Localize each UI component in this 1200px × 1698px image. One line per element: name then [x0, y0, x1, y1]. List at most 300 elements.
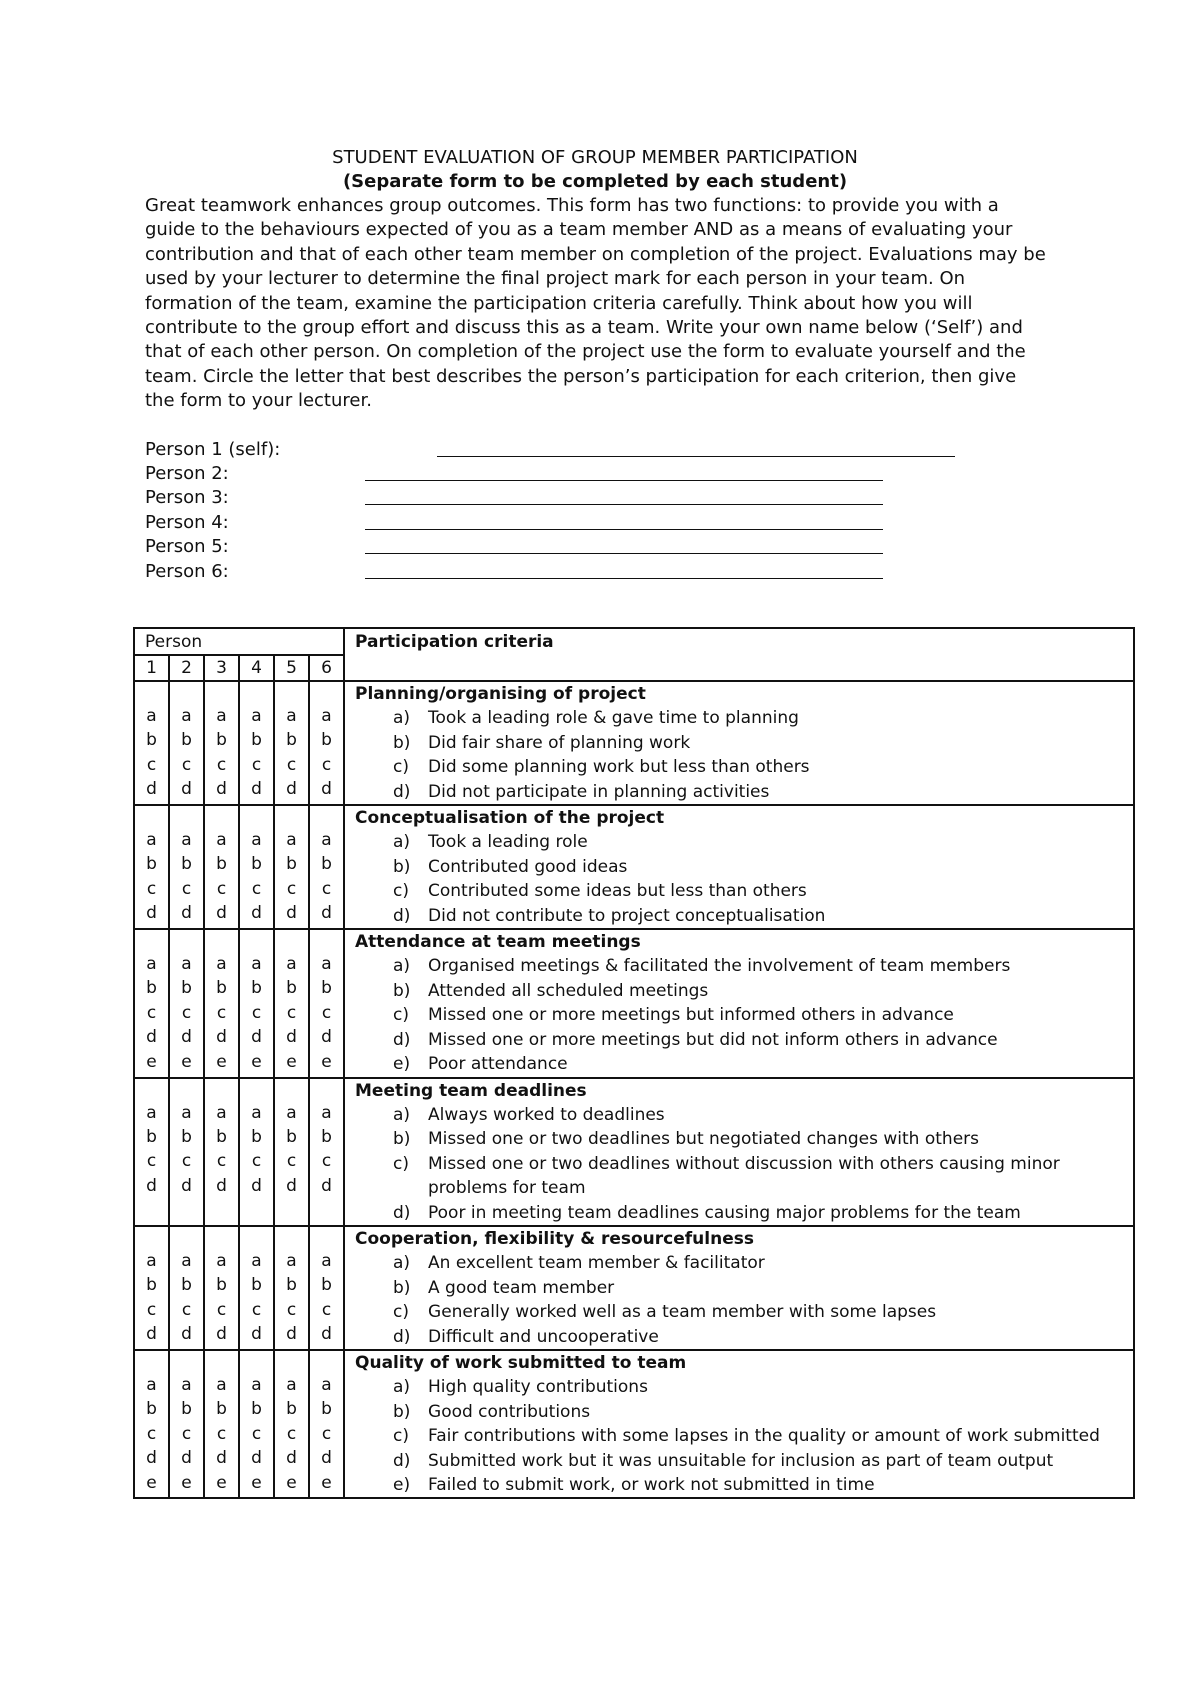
rating-letters-cell: [134, 1078, 169, 1226]
rating-letter[interactable]: c: [181, 1299, 192, 1320]
rating-letter[interactable]: d: [216, 903, 227, 924]
rating-letter[interactable]: b: [286, 1399, 297, 1420]
rating-letter[interactable]: e: [321, 1472, 332, 1493]
option-letter: c): [393, 1302, 409, 1323]
option-letter: c): [393, 1426, 409, 1447]
person-number: 2: [169, 655, 204, 681]
rating-letter[interactable]: d: [251, 779, 262, 800]
rating-letter[interactable]: d: [321, 779, 332, 800]
rating-letter[interactable]: c: [286, 1151, 297, 1172]
rating-letter[interactable]: b: [321, 730, 332, 751]
rating-letter[interactable]: d: [216, 779, 227, 800]
rating-letter[interactable]: b: [216, 1399, 227, 1420]
rating-letter[interactable]: a: [181, 830, 192, 851]
rating-letter[interactable]: b: [321, 854, 332, 875]
option-text: High quality contributions: [428, 1377, 648, 1398]
rating-letters-cell: [169, 805, 204, 929]
rating-letter[interactable]: c: [216, 1151, 227, 1172]
option-text: An excellent team member & facilitator: [428, 1253, 765, 1274]
rating-letter[interactable]: c: [251, 1002, 262, 1023]
criterion-title: Conceptualisation of the project: [355, 808, 665, 829]
criterion-option: [355, 1103, 1123, 1127]
rating-letter[interactable]: a: [251, 1250, 262, 1271]
person-label: Person 3:: [145, 487, 229, 509]
rating-letter[interactable]: a: [286, 1102, 297, 1123]
option-text: Missed one or two deadlines without discussion with others causing minor problems for team: [428, 1153, 1060, 1199]
option-text: Submitted work but it was unsuitable for inclusion as part of team output: [428, 1450, 1054, 1471]
rating-letter[interactable]: d: [286, 1175, 297, 1196]
rating-letters-cell: [274, 1078, 309, 1226]
rating-letter[interactable]: a: [286, 1374, 297, 1395]
evaluation-table: [133, 627, 1135, 1499]
option-letter: a): [393, 832, 411, 853]
rating-letter[interactable]: b: [216, 730, 227, 751]
rating-letters-cell: [134, 681, 169, 805]
rating-letters-cell: [169, 681, 204, 805]
rating-letter[interactable]: a: [216, 954, 227, 975]
rating-letter[interactable]: c: [286, 878, 297, 899]
rating-letter[interactable]: d: [251, 1448, 262, 1469]
rating-letters-cell: [169, 1078, 204, 1226]
criterion-row: [134, 1226, 1134, 1350]
option-text: Good contributions: [428, 1401, 591, 1422]
rating-letters-cell: [134, 805, 169, 929]
person-row: [145, 462, 1045, 486]
rating-letter[interactable]: a: [321, 1102, 332, 1123]
criterion-option: [355, 1424, 1123, 1448]
rating-letter[interactable]: a: [251, 1374, 262, 1395]
rating-letter[interactable]: a: [181, 1374, 192, 1395]
rating-letter[interactable]: b: [181, 730, 192, 751]
rating-letter[interactable]: b: [146, 854, 157, 875]
rating-letter[interactable]: a: [251, 706, 262, 726]
rating-letters-cell: [204, 1078, 239, 1226]
rating-letter[interactable]: c: [251, 1423, 262, 1444]
rating-letter[interactable]: a: [216, 1374, 227, 1395]
name-blank-line[interactable]: [365, 529, 883, 530]
rating-letter[interactable]: a: [321, 954, 332, 975]
rating-letter[interactable]: d: [181, 903, 192, 924]
rating-letter[interactable]: e: [181, 1472, 192, 1493]
criterion-option: [355, 855, 1123, 879]
rating-letter[interactable]: b: [181, 978, 192, 999]
rating-letter[interactable]: a: [321, 706, 332, 726]
rating-letter[interactable]: e: [251, 1051, 262, 1072]
rating-letters-cell: [239, 681, 274, 805]
criterion-title: Planning/organising of project: [355, 684, 646, 704]
rating-letter[interactable]: d: [181, 1175, 192, 1196]
person-row: [145, 535, 1045, 559]
criterion-option: [355, 1052, 1123, 1076]
option-text: Missed one or more meetings but informed others in advance: [428, 1005, 954, 1026]
option-letter: d): [393, 1450, 411, 1471]
rating-letter[interactable]: b: [146, 730, 157, 751]
rating-letter[interactable]: a: [216, 830, 227, 851]
option-letter: b): [393, 1401, 411, 1422]
rating-letter[interactable]: a: [146, 1102, 157, 1123]
rating-letter[interactable]: c: [251, 1299, 262, 1320]
option-letter: b): [393, 1277, 411, 1298]
rating-letter[interactable]: c: [321, 1002, 332, 1023]
person-row: [145, 511, 1045, 535]
option-letter: c): [393, 757, 409, 778]
rating-letters-cell: [274, 681, 309, 805]
rating-letter[interactable]: d: [146, 1027, 157, 1048]
rating-letters-cell: [204, 1226, 239, 1350]
rating-letter[interactable]: a: [321, 1374, 332, 1395]
option-text: Poor in meeting team deadlines causing major problems for the team: [428, 1202, 1021, 1223]
rating-letter[interactable]: c: [146, 1299, 157, 1320]
rating-letters-cell: [274, 1350, 309, 1498]
criterion-title: Quality of work submitted to team: [355, 1352, 687, 1373]
name-blank-line[interactable]: [365, 553, 883, 554]
criterion-option: [355, 1300, 1123, 1324]
rating-letter[interactable]: a: [181, 706, 192, 726]
rating-letter[interactable]: d: [216, 1027, 227, 1048]
person-number: 5: [274, 655, 309, 681]
option-text: Did not contribute to project conceptualisation: [428, 905, 826, 926]
criterion-option: [355, 706, 1123, 730]
criterion-cell: [344, 681, 1134, 805]
rating-letter[interactable]: d: [321, 903, 332, 924]
rating-letter[interactable]: a: [286, 1250, 297, 1271]
rating-letter[interactable]: c: [146, 1423, 157, 1444]
rating-letter[interactable]: c: [146, 754, 157, 775]
rating-letters-cell: [309, 805, 344, 929]
person-number: 4: [239, 655, 274, 681]
option-letter: d): [393, 1029, 411, 1050]
option-letter: d): [393, 1202, 411, 1223]
rating-letter[interactable]: b: [251, 1399, 262, 1420]
person-row: [145, 486, 1045, 510]
rating-letter[interactable]: c: [146, 1151, 157, 1172]
rating-letters-cell: [309, 1226, 344, 1350]
rating-letter[interactable]: c: [181, 1002, 192, 1023]
rating-letter[interactable]: d: [181, 779, 192, 800]
option-text: Missed one or more meetings but did not inform others in advance: [428, 1029, 998, 1050]
rating-letter[interactable]: e: [181, 1051, 192, 1072]
criterion-option: [355, 1152, 1123, 1201]
rating-letters-cell: [239, 1350, 274, 1498]
rating-letter[interactable]: a: [146, 954, 157, 975]
rating-letter[interactable]: d: [181, 1324, 192, 1345]
rating-letter[interactable]: a: [321, 830, 332, 851]
rating-letter[interactable]: b: [251, 1126, 262, 1147]
option-text: Attended all scheduled meetings: [428, 980, 709, 1001]
option-text: Generally worked well as a team member with some lapses: [428, 1302, 937, 1323]
criterion-option: [355, 1251, 1123, 1275]
rating-letter[interactable]: d: [146, 1448, 157, 1469]
rating-letter[interactable]: c: [216, 1423, 227, 1444]
criterion-option: [355, 731, 1123, 755]
criterion-option: [355, 780, 1123, 804]
evaluation-table-body: [134, 628, 1134, 1498]
rating-letter[interactable]: a: [286, 954, 297, 975]
option-letter: d): [393, 781, 411, 802]
criterion-row: [134, 1350, 1134, 1498]
rating-letter[interactable]: b: [251, 730, 262, 751]
option-text: Missed one or two deadlines but negotiated changes with others: [428, 1129, 980, 1150]
rating-letter[interactable]: b: [321, 1126, 332, 1147]
criterion-cell: [344, 929, 1134, 1077]
rating-letter[interactable]: c: [286, 1299, 297, 1320]
rating-letter[interactable]: d: [216, 1175, 227, 1196]
rating-letters-cell: [239, 929, 274, 1077]
rating-letter[interactable]: a: [146, 1374, 157, 1395]
rating-letter[interactable]: e: [146, 1472, 157, 1493]
criterion-cell: [344, 1226, 1134, 1350]
rating-letters-cell: [309, 929, 344, 1077]
rating-letter[interactable]: b: [146, 1399, 157, 1420]
rating-letter[interactable]: b: [286, 1275, 297, 1296]
option-letter: a): [393, 1253, 411, 1274]
rating-letter[interactable]: c: [251, 878, 262, 899]
rating-letter[interactable]: a: [251, 1102, 262, 1123]
name-blank-line[interactable]: [365, 480, 883, 481]
criterion-option: [355, 979, 1123, 1003]
rating-letter[interactable]: b: [321, 978, 332, 999]
person-row: [145, 560, 1045, 584]
rating-letters-cell: [204, 805, 239, 929]
person-list: [145, 438, 1045, 584]
rating-letter[interactable]: d: [251, 1175, 262, 1196]
rating-letter[interactable]: e: [321, 1051, 332, 1072]
rating-letter[interactable]: d: [251, 1027, 262, 1048]
rating-letter[interactable]: a: [286, 830, 297, 851]
rating-letter[interactable]: a: [146, 1250, 157, 1271]
criterion-cell: [344, 805, 1134, 929]
rating-letter[interactable]: e: [286, 1051, 297, 1072]
rating-letter[interactable]: b: [181, 1126, 192, 1147]
rating-letters-cell: [134, 1226, 169, 1350]
rating-letter[interactable]: e: [286, 1472, 297, 1493]
criterion-title: Meeting team deadlines: [355, 1080, 587, 1101]
rating-letter[interactable]: d: [216, 1324, 227, 1345]
criterion-title: Cooperation, flexibility & resourcefulness: [355, 1228, 754, 1249]
option-text: Failed to submit work, or work not submitted in time: [428, 1475, 875, 1495]
rating-letters-cell: [134, 929, 169, 1077]
rating-letter[interactable]: c: [216, 1299, 227, 1320]
rating-letter[interactable]: c: [251, 1151, 262, 1172]
person-label: Person 2:: [145, 463, 229, 485]
rating-letter[interactable]: d: [286, 1448, 297, 1469]
criterion-row: [134, 805, 1134, 929]
option-letter: b): [393, 732, 411, 753]
rating-letters-cell: [274, 929, 309, 1077]
rating-letter[interactable]: a: [216, 1102, 227, 1123]
table-header-row: [134, 628, 1134, 655]
rating-letter[interactable]: b: [286, 854, 297, 875]
rating-letter[interactable]: b: [216, 1126, 227, 1147]
rating-letter[interactable]: c: [321, 1423, 332, 1444]
rating-letter[interactable]: c: [181, 1423, 192, 1444]
rating-letter[interactable]: b: [216, 1275, 227, 1296]
rating-letter[interactable]: c: [286, 1002, 297, 1023]
intro-paragraph: Great teamwork enhances group outcomes. This form has two functions: to provide you with a guide to the behaviours expected of you as a team member AND as a means of evaluating your contribution and that of each other team member on completion of the project. Evaluations may be used by your lecturer to determine the final project mark for each person in your team. On formation of the team, examine the participation criteria carefully. Think about how you will contribute to the group effort and discuss this as a team. Write your own name below (‘Self’) and that of each other person. On completion of the project use the form to evaluate yourself and the team. Circle the letter that best describes the person’s participation for each criterion, then give the form to your lecturer.: [145, 195, 1046, 412]
rating-letter[interactable]: b: [251, 854, 262, 875]
rating-letter[interactable]: c: [321, 878, 332, 899]
rating-letter[interactable]: d: [321, 1027, 332, 1048]
page-title: STUDENT EVALUATION OF GROUP MEMBER PARTICIPATION: [332, 147, 858, 168]
option-text: Fair contributions with some lapses in the quality or amount of work submitted: [428, 1426, 1100, 1447]
rating-letter[interactable]: c: [146, 1002, 157, 1023]
person-label: Person 6:: [145, 560, 229, 582]
criterion-option: [355, 1127, 1123, 1151]
rating-letter[interactable]: d: [251, 1324, 262, 1345]
option-text: Took a leading role: [428, 832, 588, 853]
rating-letter[interactable]: a: [216, 1250, 227, 1271]
option-letter: c): [393, 1005, 409, 1026]
rating-letter[interactable]: c: [321, 1151, 332, 1172]
rating-letters-cell: [169, 1226, 204, 1350]
criterion-option: [355, 1449, 1123, 1473]
criteria-header: Participation criteria: [344, 628, 1134, 681]
option-letter: b): [393, 856, 411, 877]
option-text: Did some planning work but less than others: [428, 757, 810, 778]
rating-letter[interactable]: c: [216, 878, 227, 899]
option-letter: c): [393, 881, 409, 902]
rating-letter[interactable]: b: [251, 978, 262, 999]
option-letter: d): [393, 905, 411, 926]
rating-letter[interactable]: d: [181, 1027, 192, 1048]
option-text: Contributed good ideas: [428, 856, 628, 877]
rating-letter[interactable]: b: [146, 1126, 157, 1147]
rating-letters-cell: [239, 805, 274, 929]
rating-letter[interactable]: b: [286, 1126, 297, 1147]
rating-letter[interactable]: b: [321, 1275, 332, 1296]
rating-letter[interactable]: d: [181, 1448, 192, 1469]
option-letter: c): [393, 1153, 409, 1174]
rating-letter[interactable]: c: [181, 1151, 192, 1172]
rating-letter[interactable]: d: [216, 1448, 227, 1469]
criterion-row: [134, 929, 1134, 1077]
rating-letter[interactable]: b: [251, 1275, 262, 1296]
criterion-option: [355, 954, 1123, 978]
criterion-option: [355, 1003, 1123, 1027]
rating-letters-cell: [169, 929, 204, 1077]
rating-letter[interactable]: c: [321, 1299, 332, 1320]
rating-letter[interactable]: d: [321, 1448, 332, 1469]
option-letter: e): [393, 1054, 411, 1075]
rating-letter[interactable]: c: [146, 878, 157, 899]
rating-letters-cell: [134, 1350, 169, 1498]
criterion-title: Attendance at team meetings: [355, 932, 641, 953]
option-letter: a): [393, 1104, 411, 1125]
rating-letter[interactable]: d: [146, 903, 157, 924]
rating-letter[interactable]: d: [146, 779, 157, 800]
rating-letter[interactable]: a: [181, 1102, 192, 1123]
option-text: Difficult and uncooperative: [428, 1326, 659, 1347]
option-text: Organised meetings & facilitated the involvement of team members: [428, 956, 1011, 977]
rating-letter[interactable]: c: [216, 1002, 227, 1023]
page-subtitle: (Separate form to be completed by each student): [342, 171, 848, 192]
criterion-option: [355, 1028, 1123, 1052]
person-row: [145, 438, 1045, 462]
rating-letter[interactable]: d: [146, 1324, 157, 1345]
option-letter: b): [393, 980, 411, 1001]
rating-letter[interactable]: b: [181, 854, 192, 875]
rating-letter[interactable]: e: [251, 1472, 262, 1493]
criterion-option: [355, 879, 1123, 903]
rating-letter[interactable]: b: [181, 1275, 192, 1296]
criterion-option: [355, 904, 1123, 928]
rating-letter[interactable]: b: [216, 854, 227, 875]
option-letter: b): [393, 1129, 411, 1150]
rating-letter[interactable]: c: [181, 754, 192, 775]
rating-letter[interactable]: a: [251, 954, 262, 975]
rating-letter[interactable]: c: [286, 754, 297, 775]
rating-letter[interactable]: b: [286, 730, 297, 751]
criterion-option: [355, 1325, 1123, 1349]
rating-letter[interactable]: a: [181, 954, 192, 975]
rating-letters-cell: [309, 681, 344, 805]
person-label: Person 5:: [145, 536, 229, 558]
rating-letter[interactable]: b: [321, 1399, 332, 1420]
option-text: A good team member: [428, 1277, 615, 1298]
person-label: Person 1 (self):: [145, 438, 281, 460]
rating-letters-cell: [309, 1350, 344, 1498]
rating-letter[interactable]: a: [181, 1250, 192, 1271]
rating-letters-cell: [169, 1350, 204, 1498]
rating-letter[interactable]: b: [216, 978, 227, 999]
option-text: Took a leading role & gave time to planning: [428, 708, 799, 729]
rating-letter[interactable]: d: [146, 1175, 157, 1196]
rating-letter[interactable]: a: [146, 830, 157, 851]
rating-letter[interactable]: d: [321, 1175, 332, 1196]
rating-letter[interactable]: b: [181, 1399, 192, 1420]
rating-letter[interactable]: b: [286, 978, 297, 999]
rating-letter[interactable]: c: [216, 754, 227, 775]
rating-letter[interactable]: b: [146, 978, 157, 999]
rating-letter[interactable]: a: [321, 1250, 332, 1271]
rating-letter[interactable]: e: [216, 1472, 227, 1493]
person-label: Person 4:: [145, 511, 229, 533]
rating-letter[interactable]: a: [286, 706, 297, 726]
rating-letters-cell: [239, 1226, 274, 1350]
rating-letter[interactable]: a: [216, 706, 227, 726]
criterion-row: [134, 1078, 1134, 1226]
rating-letter[interactable]: d: [251, 903, 262, 924]
option-text: Always worked to deadlines: [428, 1104, 665, 1125]
person-number: 1: [134, 655, 169, 681]
criterion-option: [355, 830, 1123, 854]
option-letter: d): [393, 1326, 411, 1347]
rating-letter[interactable]: d: [286, 903, 297, 924]
rating-letter[interactable]: c: [321, 754, 332, 775]
rating-letter[interactable]: a: [146, 706, 157, 726]
criterion-option: [355, 1276, 1123, 1300]
form-page: [145, 146, 1045, 584]
rating-letter[interactable]: d: [321, 1324, 332, 1345]
rating-letter[interactable]: b: [146, 1275, 157, 1296]
rating-letters-cell: [309, 1078, 344, 1226]
rating-letter[interactable]: a: [251, 830, 262, 851]
name-blank-line[interactable]: [365, 504, 883, 505]
name-blank-line[interactable]: [437, 456, 955, 457]
rating-letter[interactable]: d: [286, 1027, 297, 1048]
rating-letter[interactable]: c: [181, 878, 192, 899]
rating-letter[interactable]: d: [286, 1324, 297, 1345]
rating-letter[interactable]: c: [286, 1423, 297, 1444]
name-blank-line[interactable]: [365, 578, 883, 579]
rating-letter[interactable]: d: [286, 779, 297, 800]
person-number: 6: [309, 655, 344, 681]
rating-letter[interactable]: e: [216, 1051, 227, 1072]
rating-letter[interactable]: e: [146, 1051, 157, 1072]
rating-letter[interactable]: c: [251, 754, 262, 775]
person-number: 3: [204, 655, 239, 681]
criterion-option: [355, 1400, 1123, 1424]
